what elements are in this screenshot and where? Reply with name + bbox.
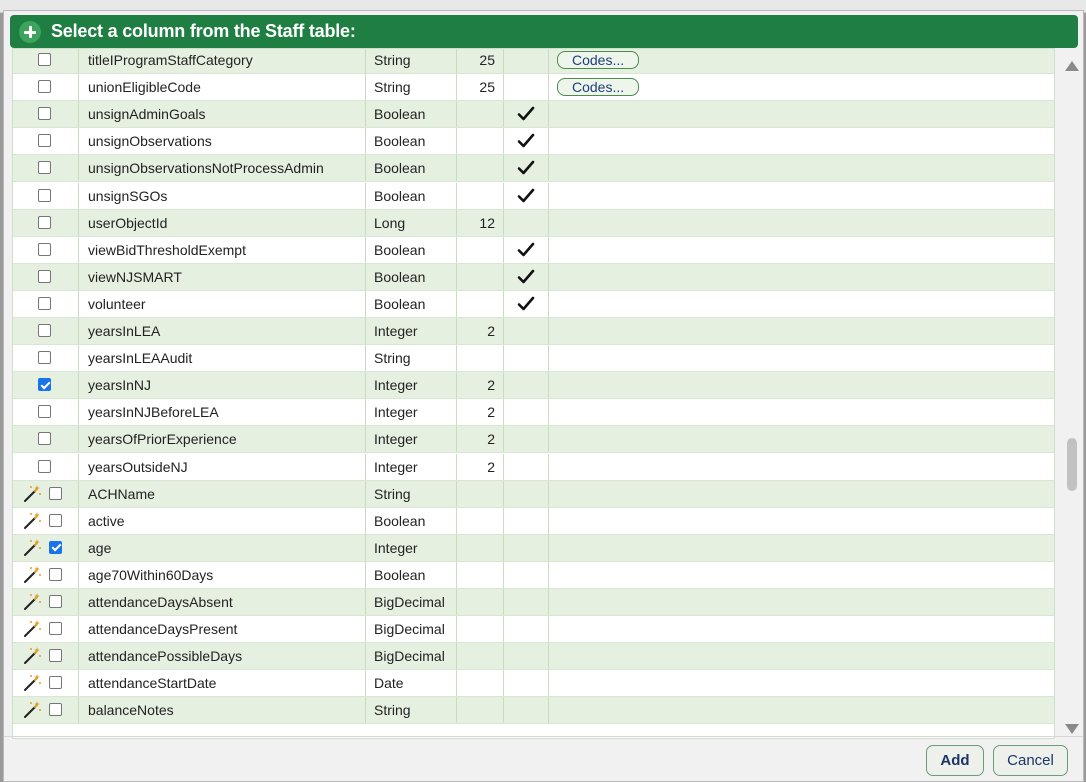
column-length [457, 101, 504, 127]
magic-wand-icon [23, 539, 41, 557]
column-length: 2 [457, 372, 504, 398]
column-flag [504, 237, 549, 263]
column-length [457, 697, 504, 723]
column-name: yearsInLEAAudit [79, 345, 366, 371]
table-row[interactable] [13, 264, 1054, 291]
column-extra [549, 508, 1054, 534]
table-row[interactable] [13, 616, 1054, 643]
column-length [457, 264, 504, 290]
table-row[interactable] [13, 562, 1054, 589]
column-name: yearsOfPriorExperience [79, 426, 366, 452]
column-type: Boolean [366, 264, 457, 290]
column-length [457, 155, 504, 181]
column-type: BigDecimal [366, 589, 457, 615]
select-checkbox[interactable] [49, 514, 62, 527]
select-cell [13, 128, 79, 154]
table-row[interactable] [13, 318, 1054, 345]
select-cell [13, 372, 79, 398]
table-row[interactable] [13, 101, 1054, 128]
column-name: volunteer [79, 291, 366, 317]
select-cell [13, 155, 79, 181]
select-checkbox[interactable] [38, 460, 51, 473]
column-extra [549, 670, 1054, 696]
column-type: BigDecimal [366, 643, 457, 669]
cancel-button[interactable]: Cancel [993, 745, 1068, 776]
column-length: 2 [457, 454, 504, 480]
column-flag [504, 345, 549, 371]
select-cell [13, 291, 79, 317]
column-name: viewBidThresholdExempt [79, 237, 366, 263]
column-length [457, 481, 504, 507]
column-extra [549, 237, 1054, 263]
select-cell [13, 74, 79, 100]
column-type: Boolean [366, 508, 457, 534]
column-name: balanceNotes [79, 697, 366, 723]
select-cell [13, 589, 79, 615]
select-checkbox[interactable] [38, 405, 51, 418]
select-checkbox[interactable] [49, 568, 62, 581]
table-row[interactable] [13, 589, 1054, 616]
column-extra [549, 345, 1054, 371]
column-name: yearsInNJBeforeLEA [79, 399, 366, 425]
select-cell [13, 697, 79, 723]
table-row[interactable] [13, 426, 1054, 453]
column-flag [504, 670, 549, 696]
column-length [457, 589, 504, 615]
column-flag [504, 616, 549, 642]
table-row[interactable] [13, 291, 1054, 318]
select-cell [13, 670, 79, 696]
column-extra [549, 535, 1054, 561]
select-cell [13, 318, 79, 344]
column-extra [549, 697, 1054, 723]
dialog-footer [4, 736, 1084, 782]
column-type: Boolean [366, 183, 457, 209]
column-extra [549, 562, 1054, 588]
column-type: String [366, 345, 457, 371]
select-cell [13, 562, 79, 588]
column-type: Integer [366, 372, 457, 398]
table-row[interactable] [13, 237, 1054, 264]
column-extra [549, 183, 1054, 209]
select-checkbox[interactable] [49, 487, 62, 500]
column-name: attendanceDaysPresent [79, 616, 366, 642]
column-length [457, 562, 504, 588]
column-name: yearsInLEA [79, 318, 366, 344]
column-name: active [79, 508, 366, 534]
column-extra [549, 264, 1054, 290]
column-extra [549, 74, 1054, 100]
select-cell [13, 616, 79, 642]
select-checkbox[interactable] [38, 189, 51, 202]
column-extra [549, 454, 1054, 480]
column-flag [504, 481, 549, 507]
select-cell [13, 183, 79, 209]
dialog-title: Select a column from the Staff table: [51, 21, 356, 41]
select-cell [13, 535, 79, 561]
column-type: Boolean [366, 291, 457, 317]
column-extra [549, 155, 1054, 181]
table-row[interactable] [13, 535, 1054, 562]
column-name: titleIProgramStaffCategory [79, 48, 366, 73]
magic-wand-icon [23, 566, 41, 584]
column-name: age70Within60Days [79, 562, 366, 588]
column-flag [504, 426, 549, 452]
column-flag [504, 454, 549, 480]
select-checkbox[interactable] [38, 351, 51, 364]
scroll-thumb[interactable] [1067, 438, 1077, 491]
column-extra [549, 616, 1054, 642]
column-length [457, 291, 504, 317]
checkmark-icon [517, 132, 535, 150]
select-checkbox[interactable] [38, 216, 51, 229]
select-cell [13, 345, 79, 371]
column-flag [504, 48, 549, 73]
select-checkbox[interactable] [38, 243, 51, 256]
column-length: 2 [457, 426, 504, 452]
select-checkbox[interactable] [49, 595, 62, 608]
column-extra [549, 128, 1054, 154]
select-cell [13, 48, 79, 73]
column-extra [549, 399, 1054, 425]
column-length [457, 616, 504, 642]
select-cell [13, 210, 79, 236]
select-checkbox[interactable] [38, 134, 51, 147]
column-type: Boolean [366, 128, 457, 154]
column-extra [549, 643, 1054, 669]
select-checkbox[interactable] [38, 107, 51, 120]
select-checkbox[interactable] [38, 297, 51, 310]
column-extra [549, 318, 1054, 344]
column-name: userObjectId [79, 210, 366, 236]
select-cell [13, 264, 79, 290]
magic-wand-icon [23, 647, 41, 665]
column-name: attendancePossibleDays [79, 643, 366, 669]
column-list [12, 48, 1055, 739]
column-length [457, 508, 504, 534]
column-name: ACHName [79, 481, 366, 507]
column-length [457, 345, 504, 371]
table-row[interactable] [13, 508, 1054, 535]
codes-button[interactable]: Codes... [557, 78, 639, 96]
select-checkbox[interactable] [38, 324, 51, 337]
select-checkbox[interactable] [38, 53, 51, 66]
column-flag [504, 128, 549, 154]
column-flag [504, 589, 549, 615]
column-extra [549, 589, 1054, 615]
column-name: unionEligibleCode [79, 74, 366, 100]
table-row[interactable] [13, 74, 1054, 101]
column-flag [504, 643, 549, 669]
checkmark-icon [517, 241, 535, 259]
column-type: Boolean [366, 101, 457, 127]
column-name: unsignObservationsNotProcessAdmin [79, 155, 366, 181]
column-flag [504, 535, 549, 561]
column-extra [549, 372, 1054, 398]
select-cell [13, 399, 79, 425]
column-flag [504, 318, 549, 344]
column-type: Boolean [366, 562, 457, 588]
select-cell [13, 454, 79, 480]
table-row[interactable] [13, 155, 1054, 182]
column-type: Boolean [366, 237, 457, 263]
column-flag [504, 210, 549, 236]
vertical-scrollbar[interactable] [1062, 56, 1082, 736]
column-flag [504, 155, 549, 181]
select-checkbox[interactable] [38, 378, 51, 391]
magic-wand-icon [23, 701, 41, 719]
select-checkbox[interactable] [38, 80, 51, 93]
checkmark-icon [517, 187, 535, 205]
table-row[interactable] [13, 210, 1054, 237]
codes-button[interactable]: Codes... [557, 51, 639, 69]
select-checkbox[interactable] [49, 541, 62, 554]
column-type: BigDecimal [366, 616, 457, 642]
column-length [457, 183, 504, 209]
column-type: Boolean [366, 155, 457, 181]
column-name: viewNJSMART [79, 264, 366, 290]
column-flag [504, 74, 549, 100]
column-extra [549, 291, 1054, 317]
column-extra [549, 426, 1054, 452]
table-row[interactable] [13, 345, 1054, 372]
column-flag [504, 508, 549, 534]
column-name: attendanceStartDate [79, 670, 366, 696]
column-type: Date [366, 670, 457, 696]
column-type: String [366, 48, 457, 73]
table-row[interactable] [13, 481, 1054, 508]
select-cell [13, 643, 79, 669]
select-cell [13, 426, 79, 452]
table-row[interactable] [13, 643, 1054, 670]
column-flag [504, 399, 549, 425]
column-length: 12 [457, 210, 504, 236]
select-cell [13, 237, 79, 263]
column-type: String [366, 74, 457, 100]
column-type: Long [366, 210, 457, 236]
column-name: age [79, 535, 366, 561]
column-extra [549, 101, 1054, 127]
column-type: String [366, 481, 457, 507]
column-extra [549, 481, 1054, 507]
column-length [457, 237, 504, 263]
column-flag [504, 291, 549, 317]
column-length: 2 [457, 318, 504, 344]
table-row[interactable] [13, 399, 1054, 426]
column-extra [549, 210, 1054, 236]
select-checkbox[interactable] [49, 649, 62, 662]
select-checkbox[interactable] [38, 270, 51, 283]
column-length [457, 643, 504, 669]
select-checkbox[interactable] [38, 432, 51, 445]
table-row[interactable] [13, 128, 1054, 155]
column-flag [504, 264, 549, 290]
plus-icon [19, 21, 41, 43]
magic-wand-icon [23, 593, 41, 611]
table-row[interactable] [13, 372, 1054, 399]
column-type: Integer [366, 426, 457, 452]
column-name: unsignAdminGoals [79, 101, 366, 127]
add-button[interactable]: Add [926, 745, 984, 776]
select-cell [13, 101, 79, 127]
column-flag [504, 697, 549, 723]
column-flag [504, 183, 549, 209]
column-name: yearsInNJ [79, 372, 366, 398]
table-row[interactable] [13, 183, 1054, 210]
dialog-title-bar [10, 15, 1078, 48]
checkmark-icon [517, 105, 535, 123]
column-flag [504, 372, 549, 398]
column-type: String [366, 697, 457, 723]
select-cell [13, 508, 79, 534]
select-checkbox[interactable] [38, 161, 51, 174]
checkmark-icon [517, 295, 535, 313]
column-type: Integer [366, 535, 457, 561]
column-length: 25 [457, 74, 504, 100]
column-name: unsignObservations [79, 128, 366, 154]
magic-wand-icon [23, 485, 41, 503]
column-type: Integer [366, 454, 457, 480]
column-picker-dialog [3, 10, 1084, 782]
table-row[interactable] [13, 454, 1054, 481]
column-name: attendanceDaysAbsent [79, 589, 366, 615]
column-name: unsignSGOs [79, 183, 366, 209]
checkmark-icon [517, 268, 535, 286]
table-row[interactable] [13, 48, 1054, 74]
select-cell [13, 481, 79, 507]
column-length [457, 535, 504, 561]
column-extra [549, 48, 1054, 73]
column-flag [504, 562, 549, 588]
column-length [457, 670, 504, 696]
column-length [457, 128, 504, 154]
magic-wand-icon [23, 512, 41, 530]
scroll-down-arrow-icon[interactable] [1065, 724, 1079, 734]
select-checkbox[interactable] [49, 703, 62, 716]
column-type: Integer [366, 399, 457, 425]
checkmark-icon [517, 159, 535, 177]
magic-wand-icon [23, 674, 41, 692]
column-length: 2 [457, 399, 504, 425]
select-checkbox[interactable] [49, 676, 62, 689]
magic-wand-icon [23, 620, 41, 638]
select-checkbox[interactable] [49, 622, 62, 635]
column-flag [504, 101, 549, 127]
column-type: Integer [366, 318, 457, 344]
table-row[interactable] [13, 697, 1054, 724]
table-row[interactable] [13, 670, 1054, 697]
scroll-up-arrow-icon[interactable] [1065, 61, 1079, 71]
column-length: 25 [457, 48, 504, 73]
column-name: yearsOutsideNJ [79, 454, 366, 480]
